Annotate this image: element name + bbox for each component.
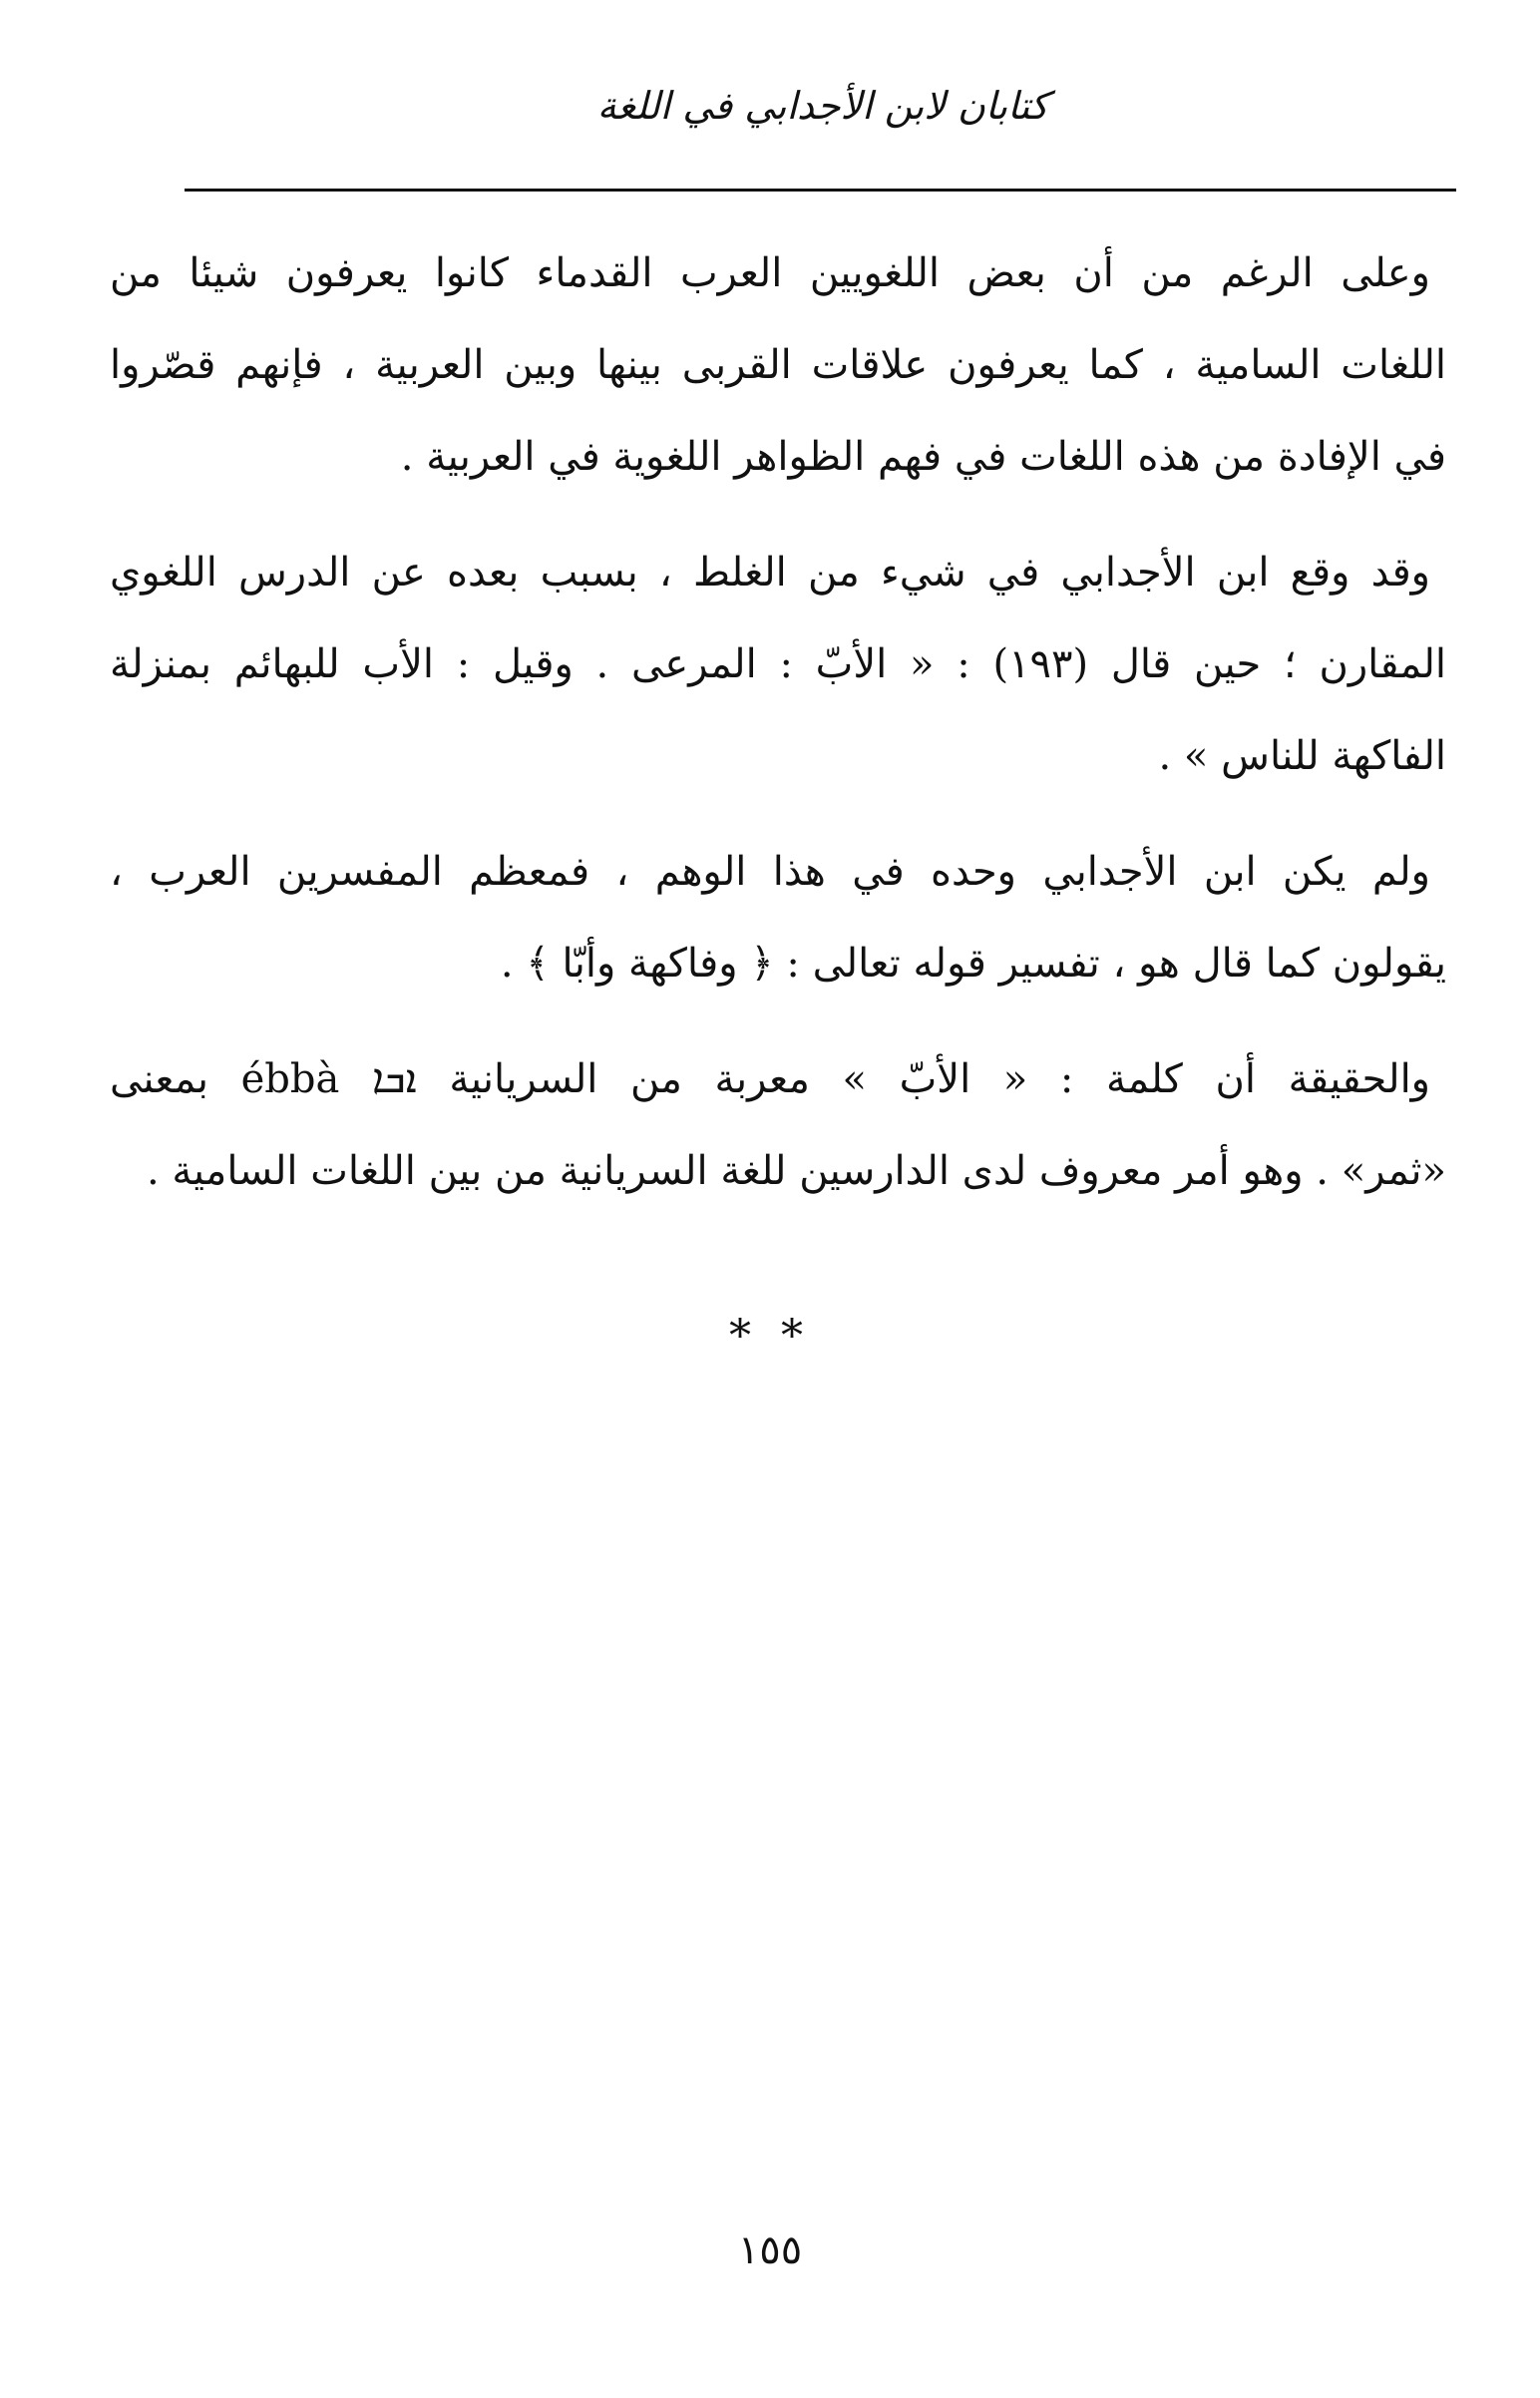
syriac-word: ܐܒܐ — [371, 1056, 417, 1102]
text-line: ولم يكن ابن الأجدابي وحده في هذا الوهم ، فمعظم المفسرين العرب ، — [110, 849, 1430, 895]
header-rule — [185, 189, 1456, 192]
paragraph-3 — [110, 826, 1446, 1009]
text-segment: بمعنى — [110, 1056, 208, 1102]
text-line: اللغات السامية ، كما يعرفون علاقات القربى بينها وبين العربية ، فإنهم قصّروا — [110, 342, 1446, 388]
text-line: المقارن ؛ حين قال (١٩٣) : « الأبّ : المرعى . وقيل : الأب للبهائم بمنزلة — [110, 641, 1446, 687]
text-line: الفاكهة للناس » . — [1158, 733, 1446, 779]
text-line: وقد وقع ابن الأجدابي في شيء من الغلط ، بسبب بعده عن الدرس اللغوي — [110, 550, 1430, 596]
paragraph-1 — [110, 227, 1446, 503]
page-number: ١٥٥ — [737, 2227, 803, 2273]
text-line: وعلى الرغم من أن بعض اللغويين العرب القدماء كانوا يعرفون شيئا من — [110, 250, 1430, 296]
text-line: في الإفادة من هذه اللغات في فهم الظواهر اللغوية في العربية . — [400, 434, 1446, 480]
paragraph-2 — [110, 527, 1446, 802]
running-head-title: كتابان لابن الأجدابي في اللغة — [596, 84, 1049, 128]
text-line: يقولون كما قال هو ، تفسير قوله تعالى : ﴿ وفاكهة وأبّا ﴾ . — [500, 941, 1446, 987]
section-separator: * * — [729, 1311, 811, 1362]
text-line — [110, 1033, 1446, 1125]
body-text — [110, 227, 1446, 1241]
transliteration: ébbà — [240, 1056, 340, 1102]
paragraph-4 — [110, 1033, 1446, 1217]
text-segment: والحقيقة أن كلمة : « الأبّ » معربة من السريانية — [449, 1056, 1430, 1102]
text-line: «ثمر» . وهو أمر معروف لدى الدارسين للغة السريانية من بين اللغات السامية . — [146, 1148, 1446, 1194]
